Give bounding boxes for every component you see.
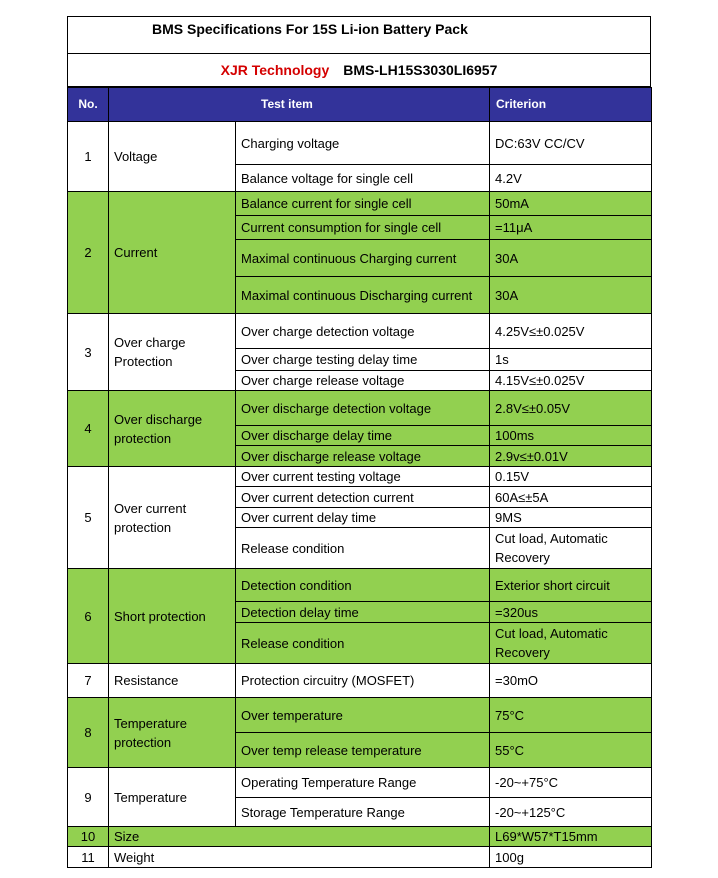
criterion-value: 9MS bbox=[490, 508, 652, 528]
criterion-value: 55°C bbox=[490, 733, 652, 768]
criterion-value: =30mO bbox=[490, 664, 652, 698]
criterion-value: 4.25V≤±0.025V bbox=[490, 314, 652, 349]
test-item: Balance current for single cell bbox=[236, 192, 490, 216]
table-row bbox=[68, 467, 652, 487]
category-name: Over discharge protection bbox=[109, 391, 236, 467]
criterion-value: L69*W57*T15mm bbox=[490, 827, 652, 847]
test-item: Over current detection current bbox=[236, 487, 490, 508]
criterion-value: 4.15V≤±0.025V bbox=[490, 371, 652, 391]
criterion-value: =320us bbox=[490, 602, 652, 623]
criterion-value: -20~+125°C bbox=[490, 798, 652, 827]
category-name: Temperature protection bbox=[109, 698, 236, 768]
test-item: Operating Temperature Range bbox=[236, 768, 490, 798]
criterion-value: 60A≤±5A bbox=[490, 487, 652, 508]
test-item: Maximal continuous Discharging current bbox=[236, 277, 490, 314]
table-row bbox=[68, 192, 652, 216]
test-item: Detection condition bbox=[236, 569, 490, 602]
test-item: Over discharge detection voltage bbox=[236, 391, 490, 426]
row-number: 2 bbox=[68, 192, 109, 314]
row-number: 11 bbox=[68, 847, 109, 868]
test-item: Over discharge release voltage bbox=[236, 446, 490, 467]
criterion-value: Cut load, Automatic Recovery bbox=[490, 623, 652, 664]
test-item: Over temp release temperature bbox=[236, 733, 490, 768]
table-row bbox=[68, 847, 652, 868]
test-item: Maximal continuous Charging current bbox=[236, 240, 490, 277]
criterion-value: 30A bbox=[490, 240, 652, 277]
test-item: Storage Temperature Range bbox=[236, 798, 490, 827]
criterion-value: =11μA bbox=[490, 216, 652, 240]
header-criterion: Criterion bbox=[490, 88, 652, 122]
category-name: Temperature bbox=[109, 768, 236, 827]
test-item: Release condition bbox=[236, 528, 490, 569]
criterion-value: 30A bbox=[490, 277, 652, 314]
model-number: BMS-LH15S3030LI6957 bbox=[343, 62, 498, 78]
criterion-value: 2.8V≤±0.05V bbox=[490, 391, 652, 426]
criterion-value: 2.9v≤±0.01V bbox=[490, 446, 652, 467]
criterion-value: 100ms bbox=[490, 426, 652, 446]
company-line bbox=[67, 54, 651, 87]
table-row bbox=[68, 698, 652, 733]
criterion-value: -20~+75°C bbox=[490, 768, 652, 798]
table-row bbox=[68, 768, 652, 798]
company-name: XJR Technology bbox=[220, 62, 330, 78]
test-item: Balance voltage for single cell bbox=[236, 165, 490, 192]
test-item: Detection delay time bbox=[236, 602, 490, 623]
test-item: Current consumption for single cell bbox=[236, 216, 490, 240]
test-item: Over charge testing delay time bbox=[236, 349, 490, 371]
test-item: Over temperature bbox=[236, 698, 490, 733]
test-item: Over charge detection voltage bbox=[236, 314, 490, 349]
table-header-row bbox=[68, 88, 652, 122]
criterion-value: Exterior short circuit bbox=[490, 569, 652, 602]
row-number: 6 bbox=[68, 569, 109, 664]
criterion-value: Cut load, Automatic Recovery bbox=[490, 528, 652, 569]
row-number: 7 bbox=[68, 664, 109, 698]
header-no: No. bbox=[68, 88, 109, 122]
category-name: Voltage bbox=[109, 122, 236, 192]
criterion-value: 100g bbox=[490, 847, 652, 868]
row-number: 3 bbox=[68, 314, 109, 391]
category-name: Over charge Protection bbox=[109, 314, 236, 391]
row-number: 4 bbox=[68, 391, 109, 467]
test-item: Over charge release voltage bbox=[236, 371, 490, 391]
test-item: Release condition bbox=[236, 623, 490, 664]
spec-table bbox=[67, 87, 652, 868]
table-row bbox=[68, 314, 652, 349]
criterion-value: 75°C bbox=[490, 698, 652, 733]
table-row bbox=[68, 122, 652, 165]
criterion-value: 50mA bbox=[490, 192, 652, 216]
test-item: Over discharge delay time bbox=[236, 426, 490, 446]
category-name: Resistance bbox=[109, 664, 236, 698]
category-name: Weight bbox=[109, 847, 490, 868]
category-name: Current bbox=[109, 192, 236, 314]
document-title: BMS Specifications For 15S Li-ion Battery Pack bbox=[67, 16, 651, 54]
row-number: 1 bbox=[68, 122, 109, 192]
category-name: Short protection bbox=[109, 569, 236, 664]
category-name: Size bbox=[109, 827, 490, 847]
criterion-value: 4.2V bbox=[490, 165, 652, 192]
row-number: 5 bbox=[68, 467, 109, 569]
criterion-value: DC:63V CC/CV bbox=[490, 122, 652, 165]
test-item: Charging voltage bbox=[236, 122, 490, 165]
row-number: 9 bbox=[68, 768, 109, 827]
row-number: 10 bbox=[68, 827, 109, 847]
table-row bbox=[68, 827, 652, 847]
category-name: Over current protection bbox=[109, 467, 236, 569]
table-row bbox=[68, 391, 652, 426]
row-number: 8 bbox=[68, 698, 109, 768]
criterion-value: 1s bbox=[490, 349, 652, 371]
test-item: Protection circuitry (MOSFET) bbox=[236, 664, 490, 698]
test-item: Over current testing voltage bbox=[236, 467, 490, 487]
table-row bbox=[68, 569, 652, 602]
table-row bbox=[68, 664, 652, 698]
header-test-item: Test item bbox=[109, 88, 490, 122]
test-item: Over current delay time bbox=[236, 508, 490, 528]
criterion-value: 0.15V bbox=[490, 467, 652, 487]
spec-sheet bbox=[67, 16, 651, 868]
